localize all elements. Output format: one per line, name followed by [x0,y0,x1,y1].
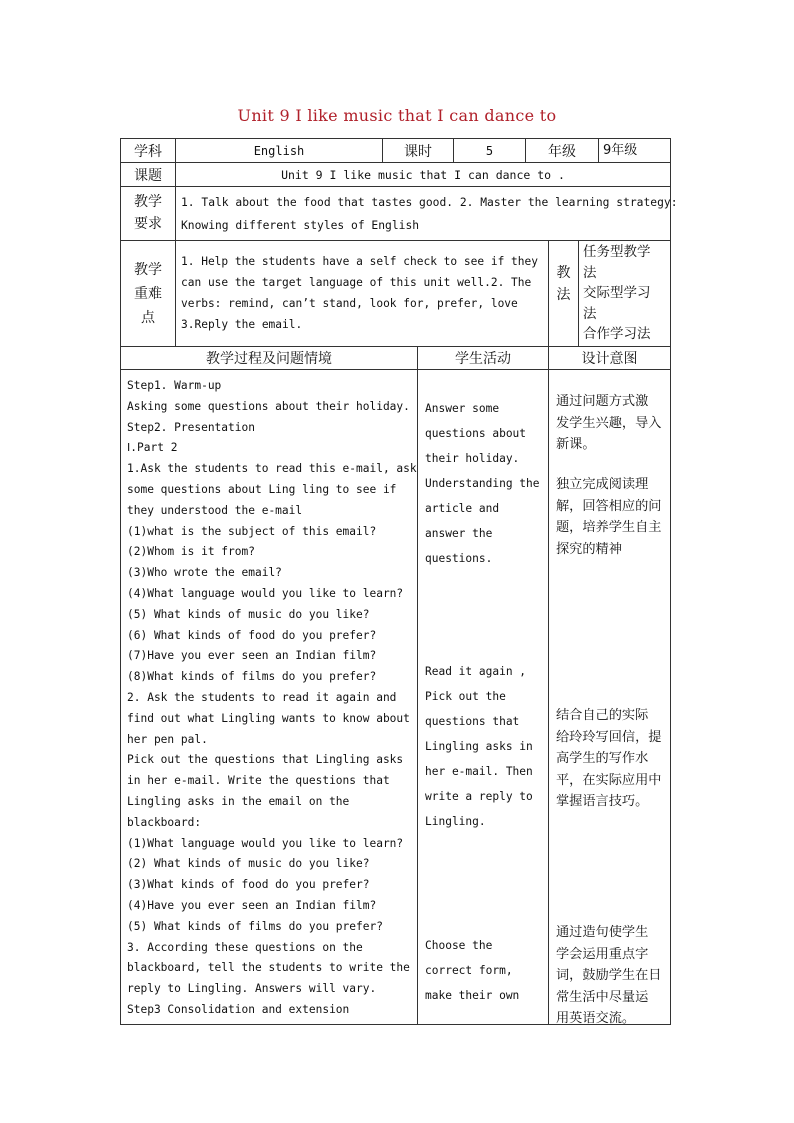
requirements-line: 1. Talk about the food that tastes good. 2. Master the learning strategy: [181,196,678,209]
design-intent-line: 通过问题方式激 [556,394,649,409]
design-intent-block [556,474,670,564]
design-intent-line: 独立完成阅读理 [556,477,649,492]
grade-label: 年级 [548,143,576,160]
student-activity-line: correct form, [425,964,513,977]
process-line: (5) What kinds of films do you prefer? [127,919,383,933]
design-intent-line: 给玲玲写回信，提 [556,729,662,745]
design-intent-line: 用英语交流。 [556,1011,636,1026]
process-line: blackboard: [127,815,202,829]
process-line: (1)What language would you like to learn? [127,836,404,850]
method-line: 法 [583,264,597,281]
process-line: in her e-mail. Write the questions that [127,774,390,788]
process-content [127,376,417,1021]
student-activity-line: Lingling asks in [425,740,533,753]
student-activity-line: Choose the [425,939,493,952]
key-points-label-line: 重难 [134,286,162,302]
design-intent-line: 高学生的写作水 [556,751,649,766]
method-line: 合作学习法 [583,326,651,342]
key-points-line: 1. Help the students have a self check to see if they [181,255,538,268]
column-header-design: 设计意图 [581,351,638,367]
topic-label: 课题 [134,167,162,184]
period-value: 5 [485,143,494,158]
period-label: 课时 [404,143,432,160]
process-line: 1.Ask the students to read this e-mail, ask [127,462,417,476]
design-intent-line: 常生活中尽量运 [556,989,649,1005]
key-points-text [181,251,545,341]
process-line: (3)Who wrote the email? [127,566,282,580]
requirements-label-line: 教学 [134,194,162,210]
process-line: blackboard, tell the students to write the [127,961,410,975]
design-intent-line: 探究的精神 [556,541,622,557]
student-activity-line: questions that [425,715,520,728]
design-intent-block [556,705,670,817]
process-line: Ⅰ.Part 2 [127,441,178,455]
column-header-student: 学生活动 [455,351,511,367]
process-line: Step2. Presentation [127,420,255,434]
methods-text [583,242,669,346]
process-line: (5) What kinds of music do you like? [127,607,370,621]
design-intent-line: 词，鼓励学生在日 [556,968,662,983]
design-intent-line: 通过造句使学生 [556,925,649,940]
student-activity-line: article and [425,502,500,515]
column-header-process: 教学过程及问题情境 [206,351,332,367]
student-activity-block [425,933,545,1013]
process-line: (4)What language would you like to learn? [127,586,404,600]
student-activity-line: questions about [425,427,527,440]
requirements-text [181,191,678,239]
student-activity-line: Lingling. [425,815,486,828]
process-line: (2) What kinds of music do you like? [127,857,370,871]
student-activity-line: Pick out the [425,690,506,703]
subject-value: English [253,143,305,158]
process-line: Step3 Consolidation and extension [127,1002,350,1016]
design-intent-line: 发学生兴趣，导入 [556,415,662,431]
method-label-line: 法 [556,287,571,303]
student-activity-line: questions. [425,552,493,565]
method-label [549,262,578,312]
process-line: 2. Ask the students to read it again and [127,690,397,704]
method-line: 交际型学习 [583,285,651,301]
student-activity-line: make their own [425,989,520,1002]
student-activity-line: write a reply to [425,790,533,803]
process-line: some questions about Ling ling to see if [127,482,397,496]
topic-value: Unit 9 I like music that I can dance to . [281,167,565,182]
requirements-line: Knowing different styles of English [181,219,420,232]
process-line: (4)Have you ever seen an Indian film? [127,898,377,912]
process-line: they understood the e-mail [127,503,303,517]
design-intent-line: 新课。 [556,437,596,452]
process-line: (8)What kinds of films do you prefer? [127,670,377,684]
method-label-line: 教 [556,265,571,281]
process-line: reply to Lingling. Answers will vary. [127,982,377,996]
process-line: (7)Have you ever seen an Indian film? [127,649,377,663]
design-intent-line: 解，回答相应的问 [556,498,662,514]
process-line: (6) What kinds of food do you prefer? [127,628,377,642]
student-activity-line: answer the [425,527,493,540]
process-line: 3. According these questions on the [127,940,363,954]
grade-value: 9年级 [603,143,638,158]
student-activity-block [425,659,545,839]
design-intent-line: 结合自己的实际 [556,708,649,723]
process-line: (3)What kinds of food do you prefer? [127,878,370,892]
student-activity-line: Answer some [425,402,500,415]
key-points-label-line: 教学 [134,262,162,278]
key-points-label [121,258,175,338]
design-intent-line: 掌握语言技巧。 [556,794,649,809]
key-points-label-line: 点 [141,310,155,326]
method-line: 任务型教学 [583,244,651,260]
key-points-line: 3.Reply the email. [181,318,303,331]
process-line: find out what Lingling wants to know about [127,711,410,725]
student-activity-line: her e-mail. Then [425,765,533,778]
design-intent-block [556,922,670,1034]
process-line: (2)Whom is it from? [127,545,255,559]
requirements-label [121,191,175,239]
key-points-line: verbs: remind, can’t stand, look for, prefer, love [181,297,518,310]
student-activity-line: Understanding the [425,477,540,490]
design-intent-block [556,391,670,461]
process-line: her pen pal. [127,732,208,746]
design-intent-line: 学会运用重点字 [556,946,649,962]
process-line: Lingling asks in the email on the [127,794,350,808]
process-line: Step1. Warm-up [127,379,222,392]
student-activity-line: Read it again , [425,665,527,678]
requirements-label-line: 要求 [134,216,162,232]
process-line: Pick out the questions that Lingling asks [127,753,404,767]
process-line: Asking some questions about their holiday. [127,399,410,413]
subject-label: 学科 [134,143,162,160]
design-intent-line: 题，培养学生自主 [556,520,662,535]
process-line: (1)what is the subject of this email? [127,524,377,538]
design-intent-line: 平，在实际应用中 [556,772,662,788]
document-title: Unit 9 I like music that I can dance to [237,106,557,125]
method-line: 法 [583,305,597,322]
student-activity-block [425,396,545,565]
key-points-line: can use the target language of this unit well.2. The [181,276,532,289]
student-activity-line: their holiday. [425,452,520,465]
